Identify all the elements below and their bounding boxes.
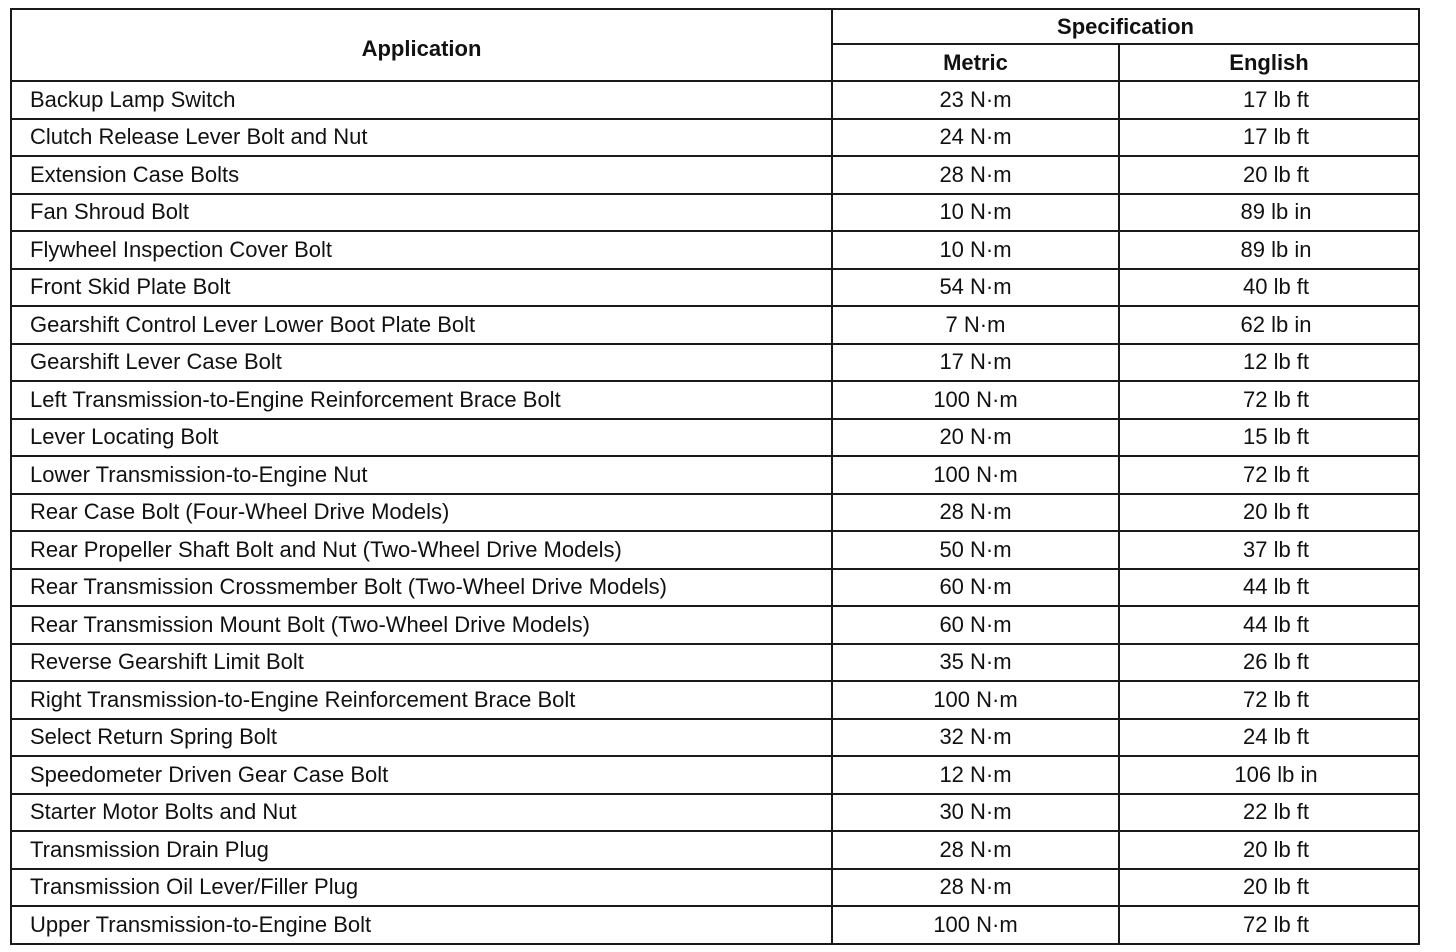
metric-value-cell: 10 N·m [832,231,1119,269]
metric-value-cell: 28 N·m [832,831,1119,869]
metric-value-cell: 30 N·m [832,794,1119,832]
application-cell: Rear Transmission Mount Bolt (Two-Wheel Drive Models) [11,606,832,644]
table-row [11,906,1419,944]
metric-value-cell: 28 N·m [832,869,1119,907]
english-value-cell: 20 lb ft [1119,869,1419,907]
metric-value-cell: 60 N·m [832,569,1119,607]
specification-group-header: Specification [832,9,1419,44]
metric-value-cell: 7 N·m [832,306,1119,344]
table-row [11,269,1419,307]
metric-value-cell: 35 N·m [832,644,1119,682]
english-column-header: English [1119,44,1419,81]
torque-specifications-table [10,8,1420,945]
application-cell: Gearshift Lever Case Bolt [11,344,832,382]
metric-value-cell: 54 N·m [832,269,1119,307]
english-value-cell: 20 lb ft [1119,494,1419,532]
english-value-cell: 24 lb ft [1119,719,1419,757]
table-row [11,869,1419,907]
metric-value-cell: 100 N·m [832,456,1119,494]
metric-value-cell: 12 N·m [832,756,1119,794]
table-row [11,831,1419,869]
english-value-cell: 72 lb ft [1119,681,1419,719]
table-row [11,231,1419,269]
table-row [11,494,1419,532]
english-value-cell: 44 lb ft [1119,606,1419,644]
table-row [11,756,1419,794]
english-value-cell: 89 lb in [1119,194,1419,232]
english-value-cell: 40 lb ft [1119,269,1419,307]
metric-value-cell: 28 N·m [832,156,1119,194]
metric-value-cell: 100 N·m [832,681,1119,719]
english-value-cell: 106 lb in [1119,756,1419,794]
application-cell: Rear Case Bolt (Four-Wheel Drive Models) [11,494,832,532]
metric-value-cell: 17 N·m [832,344,1119,382]
application-cell: Reverse Gearshift Limit Bolt [11,644,832,682]
table-row [11,456,1419,494]
application-cell: Rear Transmission Crossmember Bolt (Two-Wheel Drive Models) [11,569,832,607]
application-cell: Front Skid Plate Bolt [11,269,832,307]
metric-value-cell: 100 N·m [832,381,1119,419]
application-cell: Speedometer Driven Gear Case Bolt [11,756,832,794]
application-cell: Lever Locating Bolt [11,419,832,457]
table-row [11,531,1419,569]
application-cell: Flywheel Inspection Cover Bolt [11,231,832,269]
metric-value-cell: 100 N·m [832,906,1119,944]
application-cell: Transmission Drain Plug [11,831,832,869]
application-cell: Rear Propeller Shaft Bolt and Nut (Two-Wheel Drive Models) [11,531,832,569]
application-cell: Backup Lamp Switch [11,81,832,119]
table-row [11,156,1419,194]
english-value-cell: 17 lb ft [1119,119,1419,157]
table-row [11,419,1419,457]
metric-value-cell: 24 N·m [832,119,1119,157]
metric-value-cell: 20 N·m [832,419,1119,457]
metric-value-cell: 50 N·m [832,531,1119,569]
table-row [11,381,1419,419]
english-value-cell: 20 lb ft [1119,831,1419,869]
metric-column-header: Metric [832,44,1119,81]
english-value-cell: 15 lb ft [1119,419,1419,457]
english-value-cell: 72 lb ft [1119,906,1419,944]
metric-value-cell: 28 N·m [832,494,1119,532]
table-row [11,681,1419,719]
english-value-cell: 26 lb ft [1119,644,1419,682]
application-cell: Gearshift Control Lever Lower Boot Plate Bolt [11,306,832,344]
english-value-cell: 72 lb ft [1119,381,1419,419]
application-cell: Clutch Release Lever Bolt and Nut [11,119,832,157]
metric-value-cell: 10 N·m [832,194,1119,232]
english-value-cell: 89 lb in [1119,231,1419,269]
table-body [11,81,1419,944]
table-row [11,194,1419,232]
application-cell: Starter Motor Bolts and Nut [11,794,832,832]
application-cell: Select Return Spring Bolt [11,719,832,757]
english-value-cell: 20 lb ft [1119,156,1419,194]
english-value-cell: 17 lb ft [1119,81,1419,119]
english-value-cell: 44 lb ft [1119,569,1419,607]
table-row [11,306,1419,344]
application-column-header: Application [11,9,832,81]
application-cell: Extension Case Bolts [11,156,832,194]
application-cell: Fan Shroud Bolt [11,194,832,232]
table-row [11,81,1419,119]
english-value-cell: 12 lb ft [1119,344,1419,382]
table-row [11,119,1419,157]
application-cell: Left Transmission-to-Engine Reinforcement Brace Bolt [11,381,832,419]
metric-value-cell: 23 N·m [832,81,1119,119]
application-cell: Transmission Oil Lever/Filler Plug [11,869,832,907]
english-value-cell: 62 lb in [1119,306,1419,344]
table-row [11,569,1419,607]
english-value-cell: 22 lb ft [1119,794,1419,832]
table-row [11,794,1419,832]
table-row [11,344,1419,382]
application-cell: Right Transmission-to-Engine Reinforcement Brace Bolt [11,681,832,719]
table-row [11,644,1419,682]
application-cell: Upper Transmission-to-Engine Bolt [11,906,832,944]
table-row [11,719,1419,757]
table-row [11,606,1419,644]
english-value-cell: 37 lb ft [1119,531,1419,569]
application-cell: Lower Transmission-to-Engine Nut [11,456,832,494]
english-value-cell: 72 lb ft [1119,456,1419,494]
metric-value-cell: 60 N·m [832,606,1119,644]
metric-value-cell: 32 N·m [832,719,1119,757]
